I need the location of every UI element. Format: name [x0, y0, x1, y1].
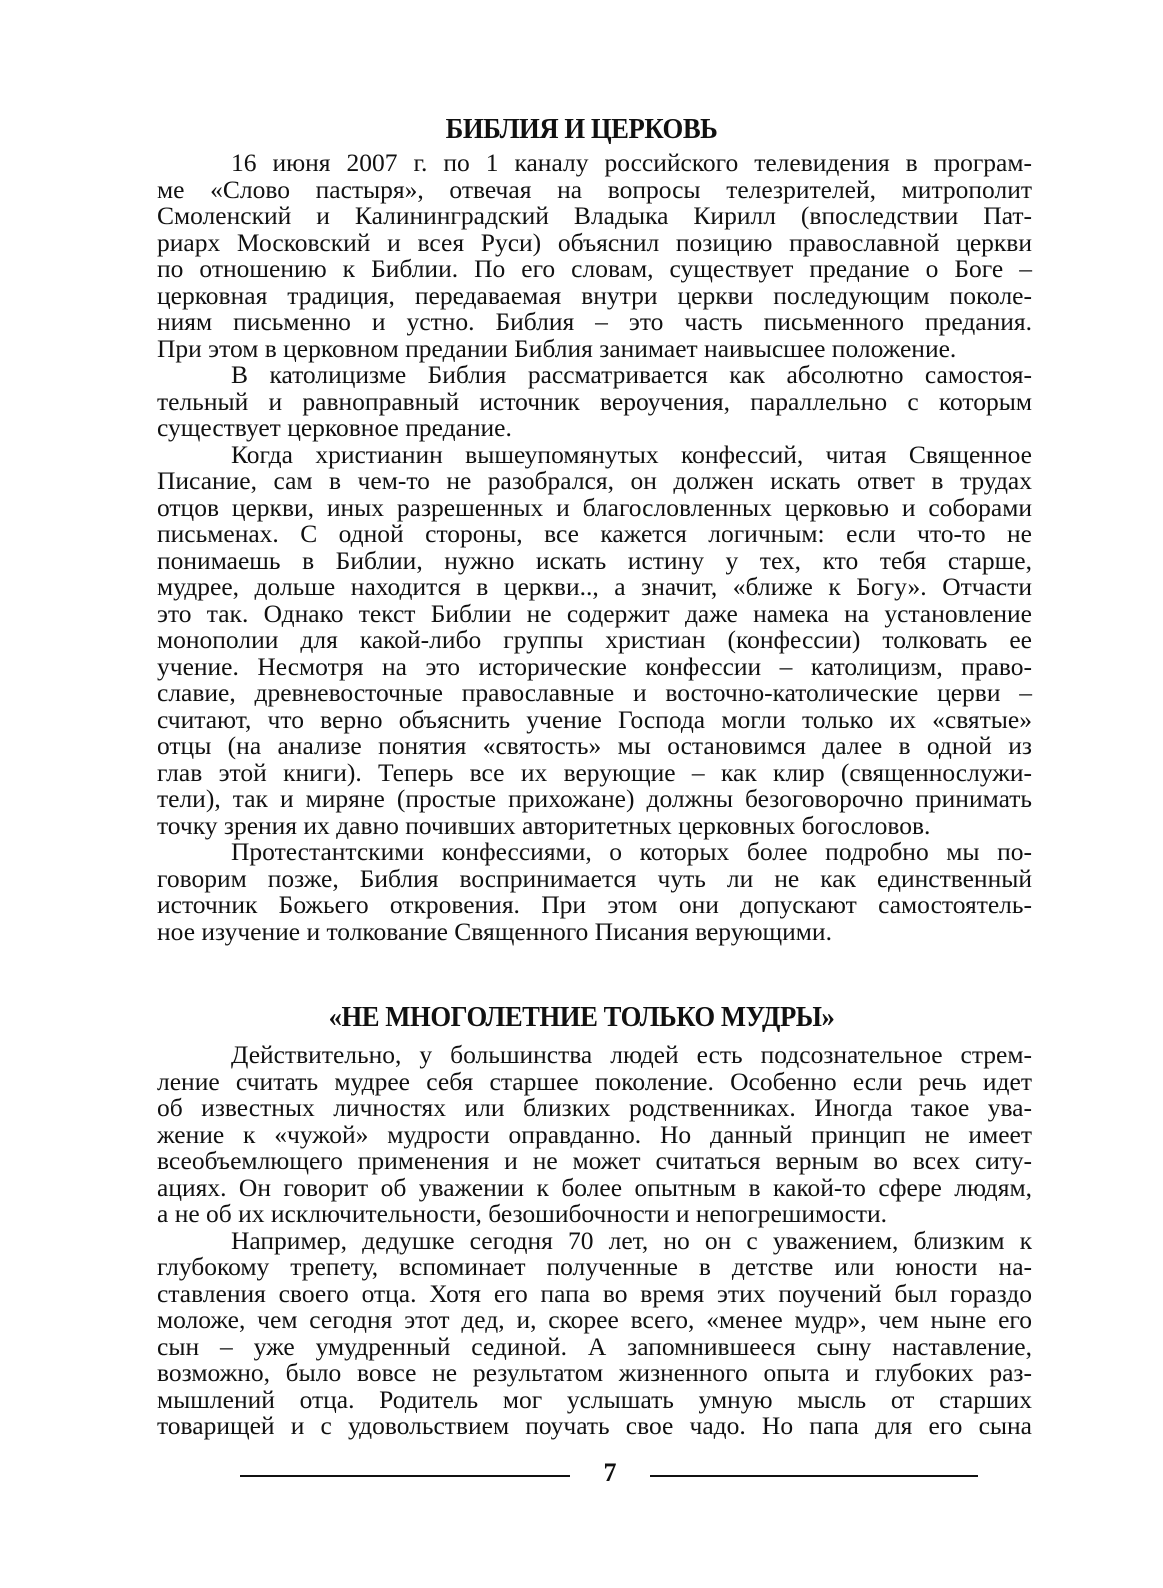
text-line: точку зрения их давно почивших авторитетных церковных богословов. — [157, 810, 931, 840]
page-number: 7 — [603, 1458, 617, 1487]
text-line: тельный и равноправный источник вероучения, параллельно с которым — [157, 386, 1032, 416]
text-line: считают, что верно объяснить учение Господа могли только их «святые» — [157, 704, 1032, 734]
paragraph — [157, 1042, 1032, 1228]
section-body — [157, 150, 1032, 945]
text-line: моложе, чем сегодня этот дед, и, скорее всего, «менее мудр», чем ныне его — [157, 1305, 1032, 1334]
text-line: монополии для какой-либо группы христиан (конфессии) толковать ее — [157, 625, 1032, 654]
text-line: источник Божьего откровения. При этом они допускают самостоятель- — [157, 890, 1032, 919]
page-footer — [0, 1458, 1163, 1488]
text-line: глав этой книги). Теперь все их верующие – как клир (священнослужи- — [157, 757, 1032, 787]
text-line: всеобъемлющего применения и не может считаться верным во всех ситу- — [157, 1146, 1032, 1175]
section-title: «НЕ МНОГОЛЕТНИЕ ТОЛЬКО МУДРЫ» — [328, 1001, 835, 1034]
text-line: говорим позже, Библия воспринимается чуть ли не как единственный — [157, 863, 1032, 893]
section-body — [157, 1042, 1032, 1440]
text-line: Например, дедушке сегодня 70 лет, но он с уважением, близким к — [231, 1225, 1032, 1255]
text-line: учение. Несмотря на это исторические конфессии – католицизм, право- — [157, 651, 1032, 681]
text-line: славие, древневосточные православные и восточно-католические церви – — [157, 678, 1032, 707]
text-line: ме «Слово пастыря», отвечая на вопросы телезрителей, митрополит — [157, 174, 1032, 204]
text-line: ставления своего отца. Хотя его папа во время этих поучений был гораздо — [157, 1278, 1032, 1308]
text-line: об известных личностях или близких родственниках. Иногда такое ува- — [157, 1093, 1032, 1122]
text-line: ниям письменно и устно. Библия – это часть письменного предания. — [157, 307, 1032, 336]
text-line: глубокому трепету, вспоминает полученные в детстве или юности на- — [157, 1252, 1032, 1281]
text-line: При этом в церковном предании Библия занимает наивысшее положение. — [157, 333, 957, 363]
footer-rule-left — [240, 1475, 570, 1477]
text-line: понимаешь в Библии, нужно искать истину у тех, кто тебя старше, — [157, 545, 1032, 575]
text-line: 16 июня 2007 г. по 1 каналу российского телевидения в програм- — [231, 148, 1032, 177]
text-line: Протестантскими конфессиями, о которых более подробно мы по- — [231, 837, 1032, 866]
section-title: БИБЛИЯ И ЦЕРКОВЬ — [445, 113, 718, 146]
text-line: возможно, было вовсе не результатом жизненного опыта и глубоких раз- — [157, 1358, 1032, 1387]
text-line: жение к «чужой» мудрости оправданно. Но данный принцип не имеет — [157, 1119, 1032, 1149]
text-line: ление считать мудрее себя старшее поколение. Особенно если речь идет — [157, 1066, 1032, 1096]
text-line: существует церковное предание. — [157, 413, 512, 442]
text-line: Действительно, у большинства людей есть подсознательное стрем- — [231, 1040, 1032, 1069]
text-line: церковная традиция, передаваемая внутри церкви последующим поколе- — [157, 280, 1032, 310]
text-line: ациях. Он говорит об уважении к более опытным в какой-то сфере людям, — [157, 1172, 1032, 1202]
text-line: сын – уже умудренный сединой. А запомнившееся сыну наставление, — [157, 1331, 1032, 1361]
text-line: по отношению к Библии. По его словам, существует предание о Боге – — [157, 254, 1032, 283]
text-line: Писание, сам в чем-то не разобрался, он должен искать ответ в трудах — [157, 466, 1032, 495]
text-line: мышлений отца. Родитель мог услышать умную мысль от старших — [157, 1384, 1032, 1414]
paragraph — [157, 362, 1032, 442]
paragraph — [157, 439, 1032, 840]
text-line: Когда христианин вышеупомянутых конфессий, читая Священное — [231, 439, 1032, 469]
paragraph — [157, 1225, 1032, 1440]
text-line: отцы (на анализе понятия «святость» мы остановимся далее в одной из — [157, 731, 1032, 760]
paragraph — [157, 150, 1032, 362]
paragraph — [157, 839, 1032, 945]
text-line: Смоленский и Калининградский Владыка Кирилл (впоследствии Пат- — [157, 201, 1032, 230]
footer-rule-right — [650, 1475, 978, 1477]
text-line: мудрее, дольше находится в церкви.., а значит, «ближе к Богу». Отчасти — [157, 572, 1032, 601]
text-line: письменах. С одной стороны, все кажется логичным: если что-то не — [157, 519, 1032, 548]
text-line: товарищей и с удовольствием поучать свое чадо. Но папа для его сына — [157, 1411, 1032, 1440]
text-line: В католицизме Библия рассматривается как абсолютно самостоя- — [231, 360, 1032, 389]
text-line: риарх Московский и всея Руси) объяснил позицию православной церкви — [157, 227, 1032, 257]
text-line: тели), так и миряне (простые прихожане) должны безоговорочно принимать — [157, 784, 1032, 813]
text-line: отцов церкви, иных разрешенных и благословленных церковью и соборами — [157, 492, 1032, 522]
text-line: это так. Однако текст Библии не содержит даже намека на установление — [157, 598, 1032, 628]
text-line: а не об их исключительности, безошибочности и непогрешимости. — [157, 1199, 888, 1228]
text-line: ное изучение и толкование Священного Писания верующими. — [157, 916, 832, 946]
